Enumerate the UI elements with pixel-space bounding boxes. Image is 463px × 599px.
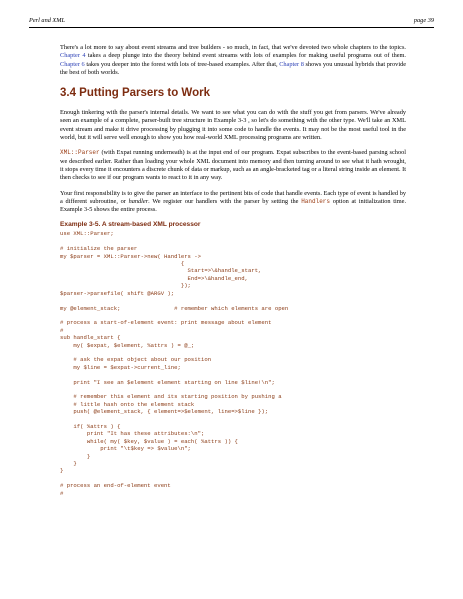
- intro-paragraph: [60, 44, 406, 77]
- chapter-8-link[interactable]: Chapter 8: [279, 60, 304, 68]
- running-header: [29, 17, 434, 24]
- header-rule: [29, 27, 434, 28]
- chapter-4-link[interactable]: Chapter 4: [60, 52, 86, 60]
- header-book-title: Perl and XML: [29, 17, 66, 24]
- example-title: Example 3-5. A stream-based XML processor: [60, 221, 201, 229]
- handler-term: handler: [128, 197, 149, 205]
- paragraph-tinkering: Enough tinkering with the parser's internal details. We want to see what you can do with the stuff you get from parsers. We've already seen an example of a complete, parser-built tree structure in Example 3-3 , so let's do something with the other type. We'll take an XML event stream and make it drive processing by plugging it into some code to handle the events. It may not be the most useful tool in the world, but it will serve well enough to show you how real-world XML processing programs are written.: [60, 109, 406, 142]
- section-heading: 3.4 Putting Parsers to Work: [60, 87, 210, 100]
- intro-text-2: takes a deep plunge into the theory behind event streams with lots of examples for making useful programs out of them.: [85, 52, 407, 60]
- paragraph-expat-text: (with Expat running underneath) is at the input end of our program. Expat subscribes to the event-based parsing school we described earlier. Rather than loading your whole XML document into memory and then turning around to see what it hath wrought, it stops every time it encounters a discrete chunk of data or markup, such as an angle-bracketed tag or a literal string inside an element. It then checks to see if our program wants to react to it in any way.: [60, 149, 406, 182]
- chapter-6-link[interactable]: Chapter 6: [60, 60, 85, 68]
- paragraph-expat: [60, 149, 406, 182]
- header-page-number: page 39: [413, 17, 434, 24]
- handlers-text-3: option at initialization time. Example 3-5 shows the entire process.: [60, 197, 407, 214]
- code-listing: use XML::Parser; # initialize the parser my $parser = XML::Parser->new( Handlers -> { Start=>\&handle_start, End=>\&handle_end, }); $parser->parsefile( shift @ARGV ); my @element_stack; # remember which elements are open # process a start-of-element event: print message about element # sub handle_start { my( $expat, $element, %attrs ) = @_; # ask the expat object about our position my $line = $expat->current_line; print "I see an $element element starting on line $line!\n"; # remember this element and its starting position by pushing a # little hash onto the element stack push( @element_stack, { element=>$element, line=>$line }); if( %attrs ) { print "It has these attributes:\n"; while( my( $key, $value ) = each( %attrs )) { print "\t$key => $value\n"; } } } # process an end-of-element event #: [60, 230, 289, 497]
- page-content: [60, 44, 406, 497]
- intro-text-1: There's a lot more to say about event streams and tree builders - so much, in fact, that we've devoted two whole chapters to the topics.: [60, 44, 406, 51]
- xml-parser-code: XML::Parser: [60, 149, 100, 157]
- intro-text-4: shows you unusual hybrids that provide the best of both worlds.: [60, 60, 407, 76]
- intro-text-3: takes you deeper into the forest with lots of tree-based examples. After that,: [84, 60, 280, 68]
- paragraph-handlers: [60, 190, 406, 215]
- handlers-code: Handlers: [301, 197, 330, 205]
- handlers-text-2: . We register our handlers with the parser by setting the: [148, 197, 302, 205]
- handlers-text-1: Your first responsibility is to give the parser an interface to the pertinent bits of code that handle events. Each type of event is handled by a different subroutine, or: [60, 189, 406, 205]
